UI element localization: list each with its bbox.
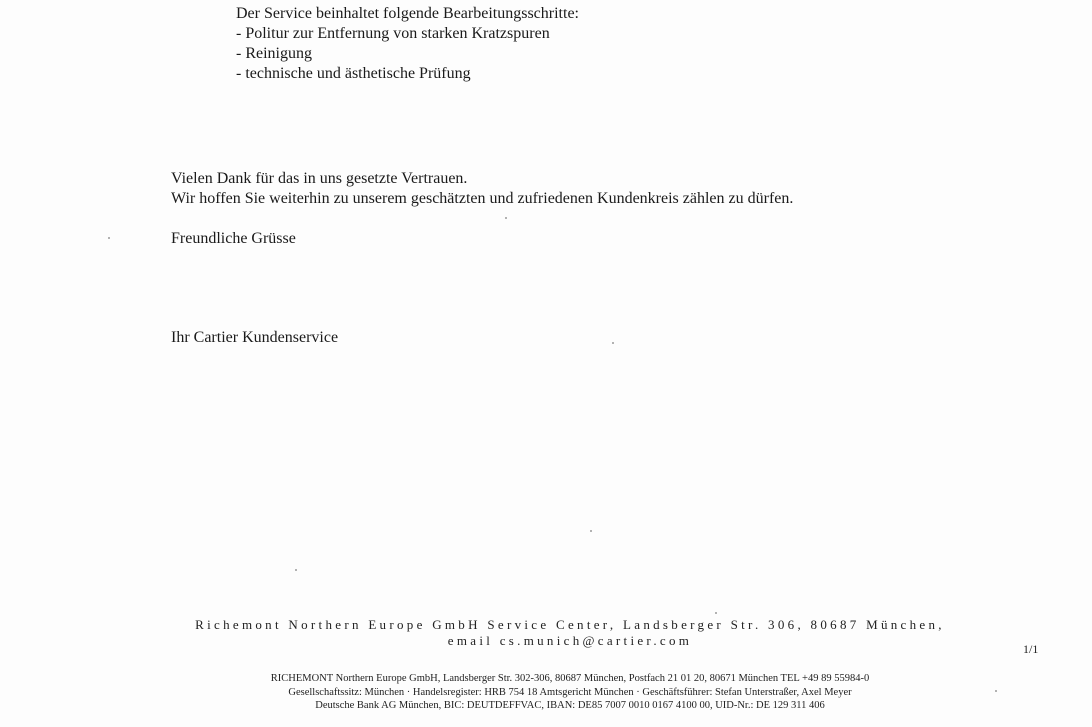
scan-speck bbox=[505, 217, 507, 219]
scan-speck bbox=[715, 612, 717, 614]
service-step-inspection: - technische und ästhetische Prüfung bbox=[236, 65, 471, 82]
legal-line-2: Gesellschaftssitz: München · Handelsregister: HRB 754 18 Amtsgericht München · Geschäftsführer: Stefan Unterstraßer, Axel Meyer bbox=[288, 686, 852, 698]
page-number: 1/1 bbox=[1023, 642, 1039, 656]
legal-line-3: Deutsche Bank AG München, BIC: DEUTDEFFVAC, IBAN: DE85 7007 0010 0167 4100 00, UID-Nr.: DE 129 311 406 bbox=[315, 700, 825, 711]
service-step-cleaning: - Reinigung bbox=[236, 45, 312, 62]
legal-footer bbox=[0, 672, 1092, 713]
scan-speck bbox=[612, 342, 614, 344]
scan-speck bbox=[590, 530, 592, 532]
service-intro: Der Service beinhaltet folgende Bearbeitungsschritte: bbox=[236, 5, 579, 22]
thanks-line-2: Wir hoffen Sie weiterhin zu unserem geschätzten und zufriedenen Kundenkreis zählen zu dürfen. bbox=[171, 190, 794, 207]
service-center-address bbox=[0, 617, 1092, 649]
thanks-line-1: Vielen Dank für das in uns gesetzte Vertrauen. bbox=[171, 170, 468, 187]
thanks-paragraph bbox=[171, 169, 793, 209]
legal-line-1: RICHEMONT Northern Europe GmbH, Landsberger Str. 302-306, 80687 München, Postfach 21 01 20, 80671 München TEL +49 89 55984-0 bbox=[270, 673, 870, 684]
signature: Ihr Cartier Kundenservice bbox=[171, 329, 339, 346]
greeting: Freundliche Grüsse bbox=[171, 230, 296, 247]
service-steps bbox=[236, 4, 579, 84]
address-email: email cs.munich@cartier.com bbox=[447, 633, 693, 648]
service-step-polish: - Politur zur Entfernung von starken Kratzspuren bbox=[236, 25, 550, 42]
scan-speck bbox=[108, 237, 110, 239]
address-line-1: Richemont Northern Europe GmbH Service Center, Landsberger Str. 306, 80687 München, bbox=[195, 617, 945, 632]
scan-speck bbox=[995, 690, 997, 692]
scan-speck bbox=[295, 569, 297, 571]
